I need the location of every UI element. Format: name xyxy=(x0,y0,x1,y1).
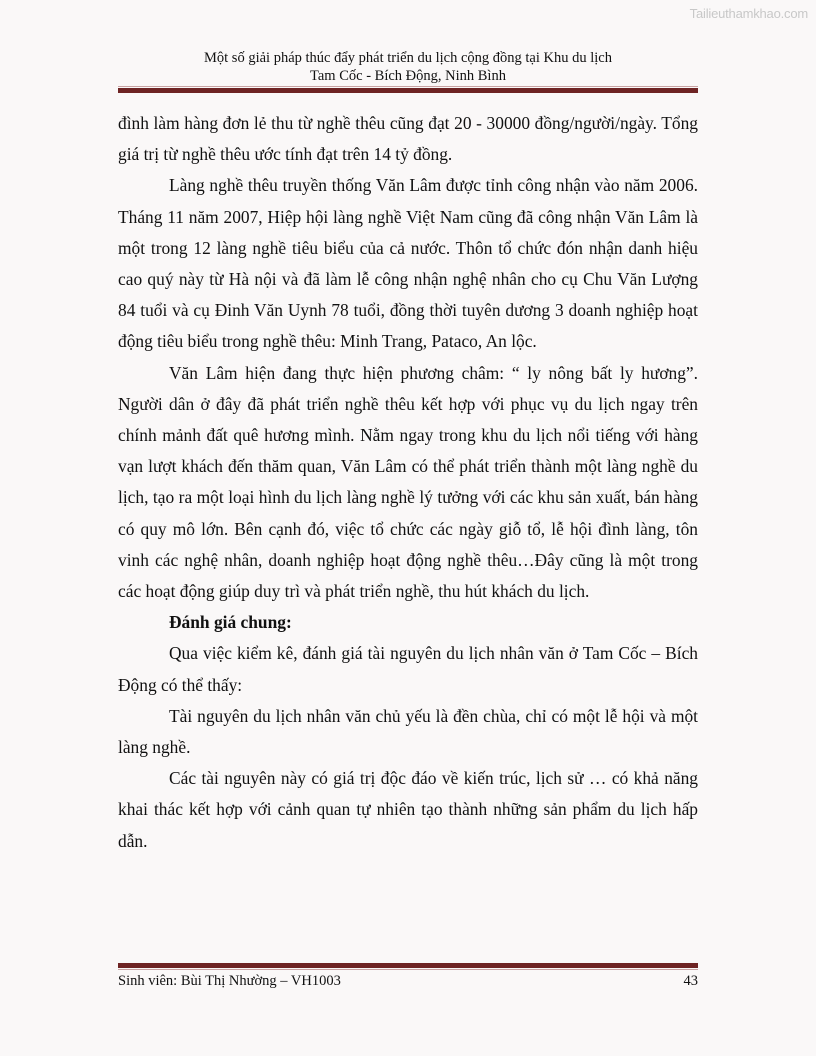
header-line-2: Tam Cốc - Bích Động, Ninh Bình xyxy=(310,68,506,84)
running-footer xyxy=(118,973,698,990)
page-number: 43 xyxy=(683,973,698,989)
footer-student: Sinh viên: Bùi Thị Nhường – VH1003 xyxy=(118,973,341,989)
paragraph-assessment-intro: Qua việc kiểm kê, đánh giá tài nguyên du lịch nhân văn ở Tam Cốc – Bích Động có thể thấy: xyxy=(118,643,698,695)
paragraph-continuation: đình làm hàng đơn lẻ thu từ nghề thêu cũng đạt 20 - 30000 đồng/người/ngày. Tổng giá trị từ nghề thêu ước tính đạt trên 14 tỷ đồng. xyxy=(118,113,698,165)
section-heading-general-assessment: Đánh giá chung: xyxy=(169,612,292,633)
header-divider-thin xyxy=(118,86,698,87)
footer-divider-thick xyxy=(118,963,698,968)
running-header xyxy=(118,49,698,85)
paragraph-resources-summary: Tài nguyên du lịch nhân văn chủ yếu là đền chùa, chỉ có một lễ hội và một làng nghề. xyxy=(118,705,698,758)
footer-divider xyxy=(118,963,698,971)
header-divider-thick xyxy=(118,88,698,93)
paragraph-van-lam-motto: Văn Lâm hiện đang thực hiện phương châm: “ ly nông bất ly hương”. Người dân ở đây đã phát triển nghề thêu kết hợp với phục vụ du lịch ngay trên chính mảnh đất quê hương mình. Nằm ngay trong khu du lịch nổi tiếng với hàng vạn lượt khách đến thăm quan, Văn Lâm có thể phát triển thành một làng nghề du lịch, tạo ra một loại hình du lịch làng nghề lý tưởng với các khu sản xuất, bán hàng có quy mô lớn. Bên cạnh đó, việc tổ chức các ngày giỗ tổ, lễ hội đình làng, tôn vinh các nghệ nhân, doanh nghiệp hoạt động nghề thêu…Đây cũng là một trong các hoạt động giúp duy trì và phát triển nghề, thu hút khách du lịch. xyxy=(118,362,698,602)
body-text xyxy=(118,108,698,857)
paragraph-village-recognition: Làng nghề thêu truyền thống Văn Lâm được tỉnh công nhận vào năm 2006. Tháng 11 năm 2007, Hiệp hội làng nghề Việt Nam cũng đã công nhận Văn Lâm là một trong 12 làng nghề tiêu biểu của cả nước. Thôn tổ chức đón nhận danh hiệu cao quý này từ Hà nội và đã làm lễ công nhận nghệ nhân cho cụ Chu Văn Lượng 84 tuổi và cụ Đinh Văn Uynh 78 tuổi, đồng thời tuyên dương 3 doanh nghiệp hoạt động tiêu biểu trong nghề thêu: Minh Trang, Pataco, An lộc. xyxy=(118,175,698,352)
header-line-1: Một số giải pháp thúc đẩy phát triển du lịch cộng đồng tại Khu du lịch xyxy=(204,50,612,66)
header-divider xyxy=(118,86,698,94)
footer-divider-thin xyxy=(118,969,698,970)
watermark: Tailieuthamkhao.com xyxy=(689,6,808,21)
paragraph-resources-value: Các tài nguyên này có giá trị độc đáo về kiến trúc, lịch sử … có khả năng khai thác kết hợp với cảnh quan tự nhiên tạo thành những sản phẩm du lịch hấp dẫn. xyxy=(118,768,698,851)
